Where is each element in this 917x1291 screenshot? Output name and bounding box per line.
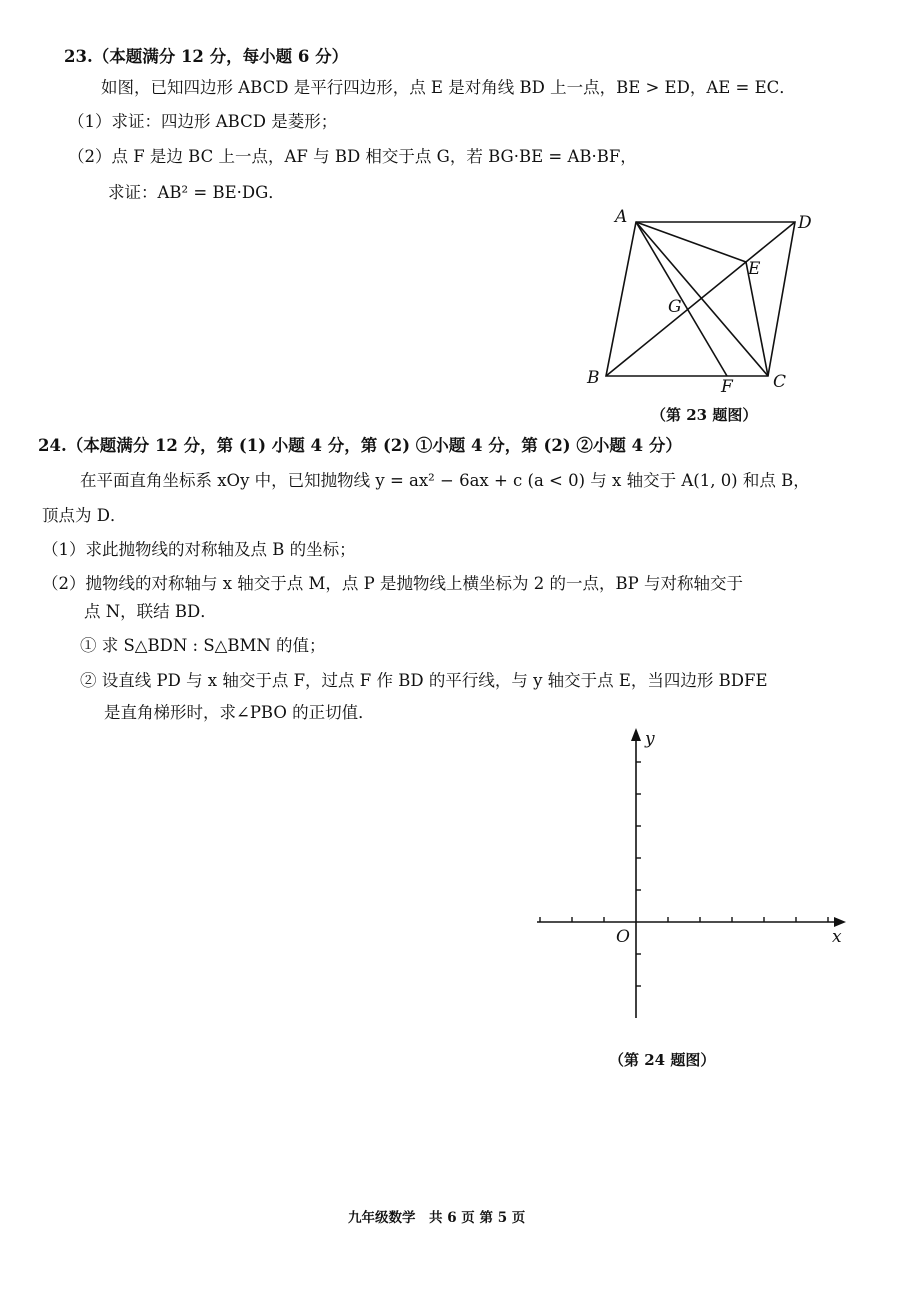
label-y: y	[645, 729, 655, 749]
label-f: F	[721, 377, 733, 397]
q24-sub2-line2: 是直角梯形时，求∠PBO 的正切值．	[104, 703, 375, 722]
q24-sub1: ① 求 S△BDN : S△BMN 的值；	[80, 636, 326, 655]
label-d: D	[798, 213, 812, 233]
q24-header: 24.（本题满分 12 分，第 (1) 小题 4 分，第 (2) ①小题 4 分，第 (2) ②小题 4 分）	[38, 436, 682, 455]
label-b: B	[587, 368, 600, 388]
q24-part2-line2: 点 N，联结 BD．	[84, 602, 217, 621]
label-e: E	[748, 259, 761, 279]
q23-intro: 如图，已知四边形 ABCD 是平行四边形，点 E 是对角线 BD 上一点，BE > ED，AE = EC．	[101, 78, 796, 97]
q24-sub2-line1: ② 设直线 PD 与 x 轴交于点 F，过点 F 作 BD 的平行线，与 y 轴交于点 E，当四边形 BDFE	[80, 671, 768, 690]
q24-intro-line2: 顶点为 D．	[42, 506, 127, 525]
figure-24-caption: （第 24 题图）	[609, 1051, 716, 1069]
label-c: C	[773, 372, 787, 392]
q23-part2-proof: 求证：AB² = BE·DG．	[108, 183, 285, 202]
page-footer: 九年级数学 共 6 页 第 5 页	[348, 1210, 526, 1226]
q24-intro-line1: 在平面直角坐标系 xOy 中，已知抛物线 y = ax² − 6ax + c (a < 0) 与 x 轴交于 A(1, 0) 和点 B，	[80, 471, 810, 490]
q24-part2-line1: （2）抛物线的对称轴与 x 轴交于点 M，点 P 是抛物线上横坐标为 2 的一点，BP 与对称轴交于	[42, 574, 743, 593]
q23-header: 23.（本题满分 12 分，每小题 6 分）	[64, 47, 349, 66]
figure-23-caption: （第 23 题图）	[651, 406, 758, 424]
x-axis-arrow	[834, 917, 846, 927]
y-axis-arrow	[631, 728, 641, 741]
label-a: A	[615, 207, 628, 227]
q23-part1: （1）求证：四边形 ABCD 是菱形；	[68, 112, 338, 131]
q23-part2: （2）点 F 是边 BC 上一点，AF 与 BD 相交于点 G，若 BG·BE = AB·BF，	[68, 147, 637, 166]
label-x: x	[832, 927, 842, 947]
label-origin: O	[616, 927, 630, 947]
label-g: G	[668, 297, 682, 317]
q24-part1: （1）求此抛物线的对称轴及点 B 的坐标；	[42, 540, 356, 559]
